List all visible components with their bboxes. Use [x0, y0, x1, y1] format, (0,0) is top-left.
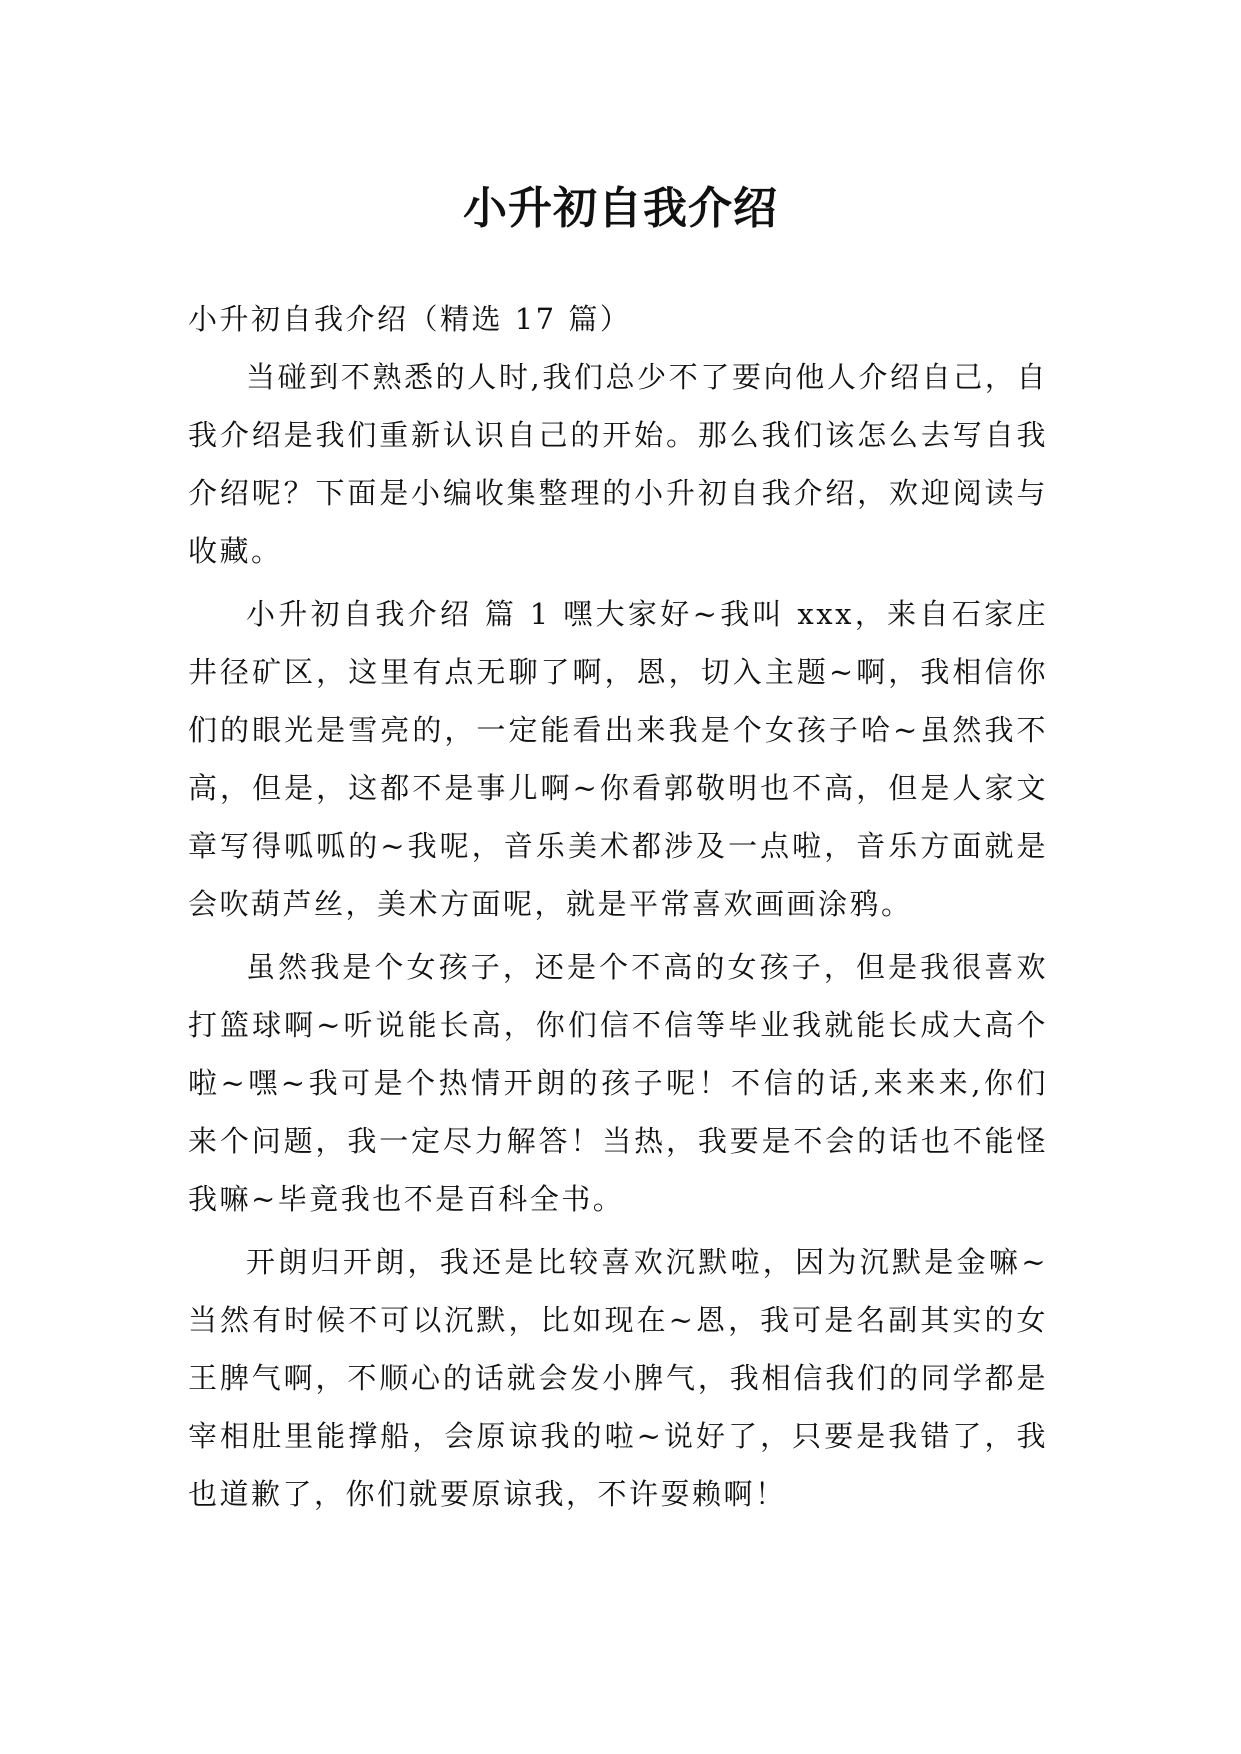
body-paragraph: 虽然我是个女孩子，还是个不高的女孩子，但是我很喜欢打篮球啊~听说能长高，你们信不信等毕业我就能长成大高个啦~嘿~我可是个热情开朗的孩子呢！不信的话,来来来,你们来个问题，我一定尽力解答！当热，我要是不会的话也不能怪我嘛~毕竟我也不是百科全书。 — [188, 950, 1048, 1216]
document-body — [188, 290, 1048, 1523]
document-subtitle: 小升初自我介绍（精选 17 篇） — [188, 302, 632, 336]
intro-paragraph: 当碰到不熟悉的人时,我们总少不了要向他人介绍自己，自我介绍是我们重新认识自己的开始。那么我们该怎么去写自我介绍呢？下面是小编收集整理的小升初自我介绍，欢迎阅读与收藏。 — [188, 360, 1048, 568]
body-paragraph: 小升初自我介绍 篇 1 嘿大家好~我叫 xxx，来自石家庄井径矿区，这里有点无聊了啊，恩，切入主题~啊，我相信你们的眼光是雪亮的，一定能看出来我是个女孩子哈~虽然我不高，但是，这都不是事儿啊~你看郭敬明也不高，但是人家文章写得呱呱的~我呢，音乐美术都涉及一点啦，音乐方面就是会吹葫芦丝，美术方面呢，就是平常喜欢画画涂鸦。 — [188, 597, 1048, 921]
page-title: 小升初自我介绍 — [463, 183, 778, 235]
body-paragraph: 开朗归开朗，我还是比较喜欢沉默啦，因为沉默是金嘛~当然有时候不可以沉默，比如现在~恩，我可是名副其实的女王脾气啊，不顺心的话就会发小脾气，我相信我们的同学都是宰相肚里能撑船，会原谅我的啦~说好了，只要是我错了，我也道歉了，你们就要原谅我，不许耍赖啊！ — [188, 1245, 1048, 1511]
